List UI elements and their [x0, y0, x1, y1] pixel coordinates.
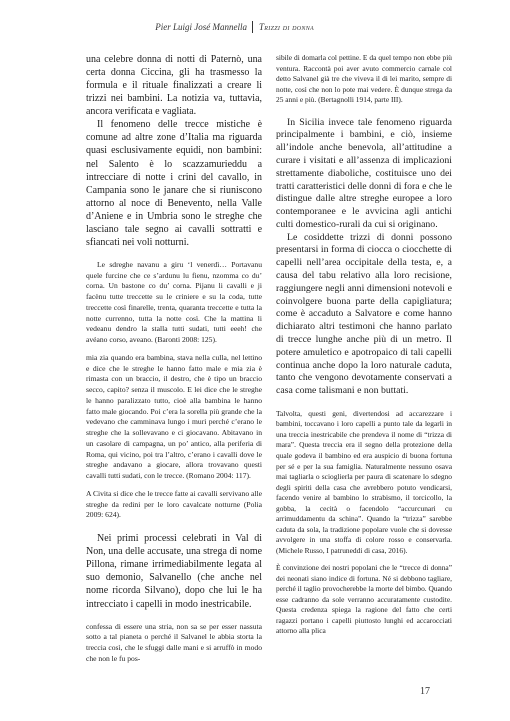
left-paragraph-1: una celebre donna di notti di Paternò, una certa donna Ciccina, gli ha trasmesso la formula e il rituale finalizzati a creare li trizzi nei bambini. La notizia va, tuttavia, ancora verificata e vagliata.: [86, 54, 262, 118]
left-paragraph-2: Il fenomeno delle trecce mistiche è comune ad altre zone d’Italia ma riguarda quasi esclusivamente equidi, non bambini: nel Salento è lo scazzamurieddu a intrecciare di notte i crini del cavallo, in Campania sono le janare che si riuniscono attorno al noce di Benevento, nella Valle d’Aniene e in Umbria sono le streghe che lasciano tale segno ai cavalli sottratti e sfiancati nei voli notturni.: [86, 119, 262, 248]
running-header: [0, 22, 510, 36]
header-author: Pier Luigi José Mannella: [155, 22, 247, 32]
header-title: Trizzi di donna: [259, 22, 315, 32]
page-number: 17: [420, 686, 430, 697]
right-column: [276, 53, 452, 637]
left-quote-4: confessa di essere una stria, non sa se per esser nassuta sotto a tal pianeta o perché il Salvanel le abbia storta la treccia così, che le sfuggi dalle mani e si arruffò in modo che non le fu pos-: [86, 621, 262, 663]
left-quote-2: mia zia quando era bambina, stava nella culla, nel lettino e dice che le streghe le hanno fatto male e mia zia è rimasta con un braccio, il destro, che è tipo un braccio secco, capito? senza il muscolo. E lei dice che le streghe le hanno paralizzato tutto, cioè alla bambina le hanno fatto male giocando. Poi c’era la sorella più grande che la vedevano che camminava lungo i muri perché c’erano le streghe che la sollevavano e ci giocavano. Abitavano in un casolare di campagna, un po’ antico, alla periferia di Roma, qui vicino, poi tra l’altro, c’erano i cavalli dove le streghe andavano a giocare, allora trovavano questi cavalli tutti sudati, con le trecce. (Romano 2004: 117).: [86, 352, 262, 481]
header-separator: [252, 21, 253, 33]
right-paragraph-2: Le cosiddette trizzi di donni possono presentarsi in forma di ciocca o ciocchette di capelli nell’area occipitale della testa, e, a causa del tabu relativo alla loro recisione, raggiungere negli anni dimensioni notevoli e coinvolgere buona parte della capigliatura; come è accaduto a Salvatore e come hanno dichiarato altri testimoni che hanno parlato di trecce lunghe anche più di un metro. Il potere amuletico e apotropaico di tali capelli continua anche dopo la loro naturale caduta, tanto che vengono devotamente conservati a casa come talismani e non buttati.: [276, 231, 452, 397]
left-paragraph-3: Nei primi processi celebrati in Val di Non, una delle accusate, una strega di nome Pillona, rimane irrimediabilmente legata al suo demonio, Salvanello (che anche nel nome ricorda Silvano), dopo che lui le ha intrecciato i capelli in modo inestricabile.: [86, 533, 262, 610]
left-quote-1: Le sdreghe navanu a giru ‘l venerdì… Portavanu quele furcine che ce s’ardunu lu fienu, nzomma co du’ corna. Un bastone co du’ corna. Pijanu li cavalli e ji facènu tutte treccette su le criniere e su la coda, tutte treccette così finarelle, trenta, quaranta treccette e tutta la notte currenno, tutta la notte così. Che la mattina li vedeanu dendro la stalla tutti sudati, tutti eeeh! che avéano corso, aveano. (Baronti 2008: 125).: [86, 259, 262, 345]
left-column: [86, 53, 262, 665]
left-quote-3: A Civita si dice che le trecce fatte ai cavalli servivano alle streghe da redini per le loro cavalcate notturne (Polia 2009: 624).: [86, 488, 262, 520]
right-quote-1: sibile di domarla col pettine. E da quel tempo non ebbe più ventura. Raccontà poi aver avuto commercio carnale col detto Salvanel già tre che viveva il di lei marito, sempre di notte, così che non lo pote mai vedere. È dunque strega da 25 anni e più. (Bertagnolli 1914, parte III).: [276, 53, 452, 105]
right-paragraph-1: In Sicilia invece tale fenomeno riguarda principalmente i bambini, e ciò, insieme all’indole anche benevola, all’attitudine a curare i visitati e all’assenza di implicazioni strettamente diaboliche, costituisce uno dei tratti caratteristici delle donni di fora e che le distingue dalle altre streghe europee a loro contemporanee e le avvicina agli antichi culti domestico-rurali da cui si originano.: [276, 116, 452, 230]
right-quote-2: Talvolta, questi geni, divertendosi ad accarezzare i bambini, toccavano i loro capelli a punto tale da legarli in una treccia inestricabile che prendeva il nome di “trizza di mara”. Questa treccia era il segno della protezione della quale godeva il bambino ed era auspicio di buona fortuna per sé e per la sua famiglia. Naturalmente nessuno osava mai tagliarla o scioglierla per paura di scatenare lo sdegno degli spiriti della casa che avrebbero potuto vendicarsi, facendo venire al bambino lo strabismo, il torcicollo, la gobba, la cecità o facendolo “accurcunari cu arrimuddamentu da schina”. Quando la “trizza” sarebbe caduta da sola, la tradizione popolare vuole che si dovesse avvolgere in una stoffa di colore rosso e conservarla. (Michele Russo, I patruneddi di casa, 2016).: [276, 408, 452, 555]
right-quote-3: È convinzione dei nostri popolani che le “trecce di donna” dei neonati siano indice di fortuna. Né si debbono tagliare, perché il taglio provocherebbe la morte del bimbo. Quando esse cadranno da sole verranno accuratamente custodite. Questa credenza spiega la ragione del fatto che certi ragazzi portano i capelli piuttosto lunghi ed accarocciati attorno alla plica: [276, 563, 452, 636]
